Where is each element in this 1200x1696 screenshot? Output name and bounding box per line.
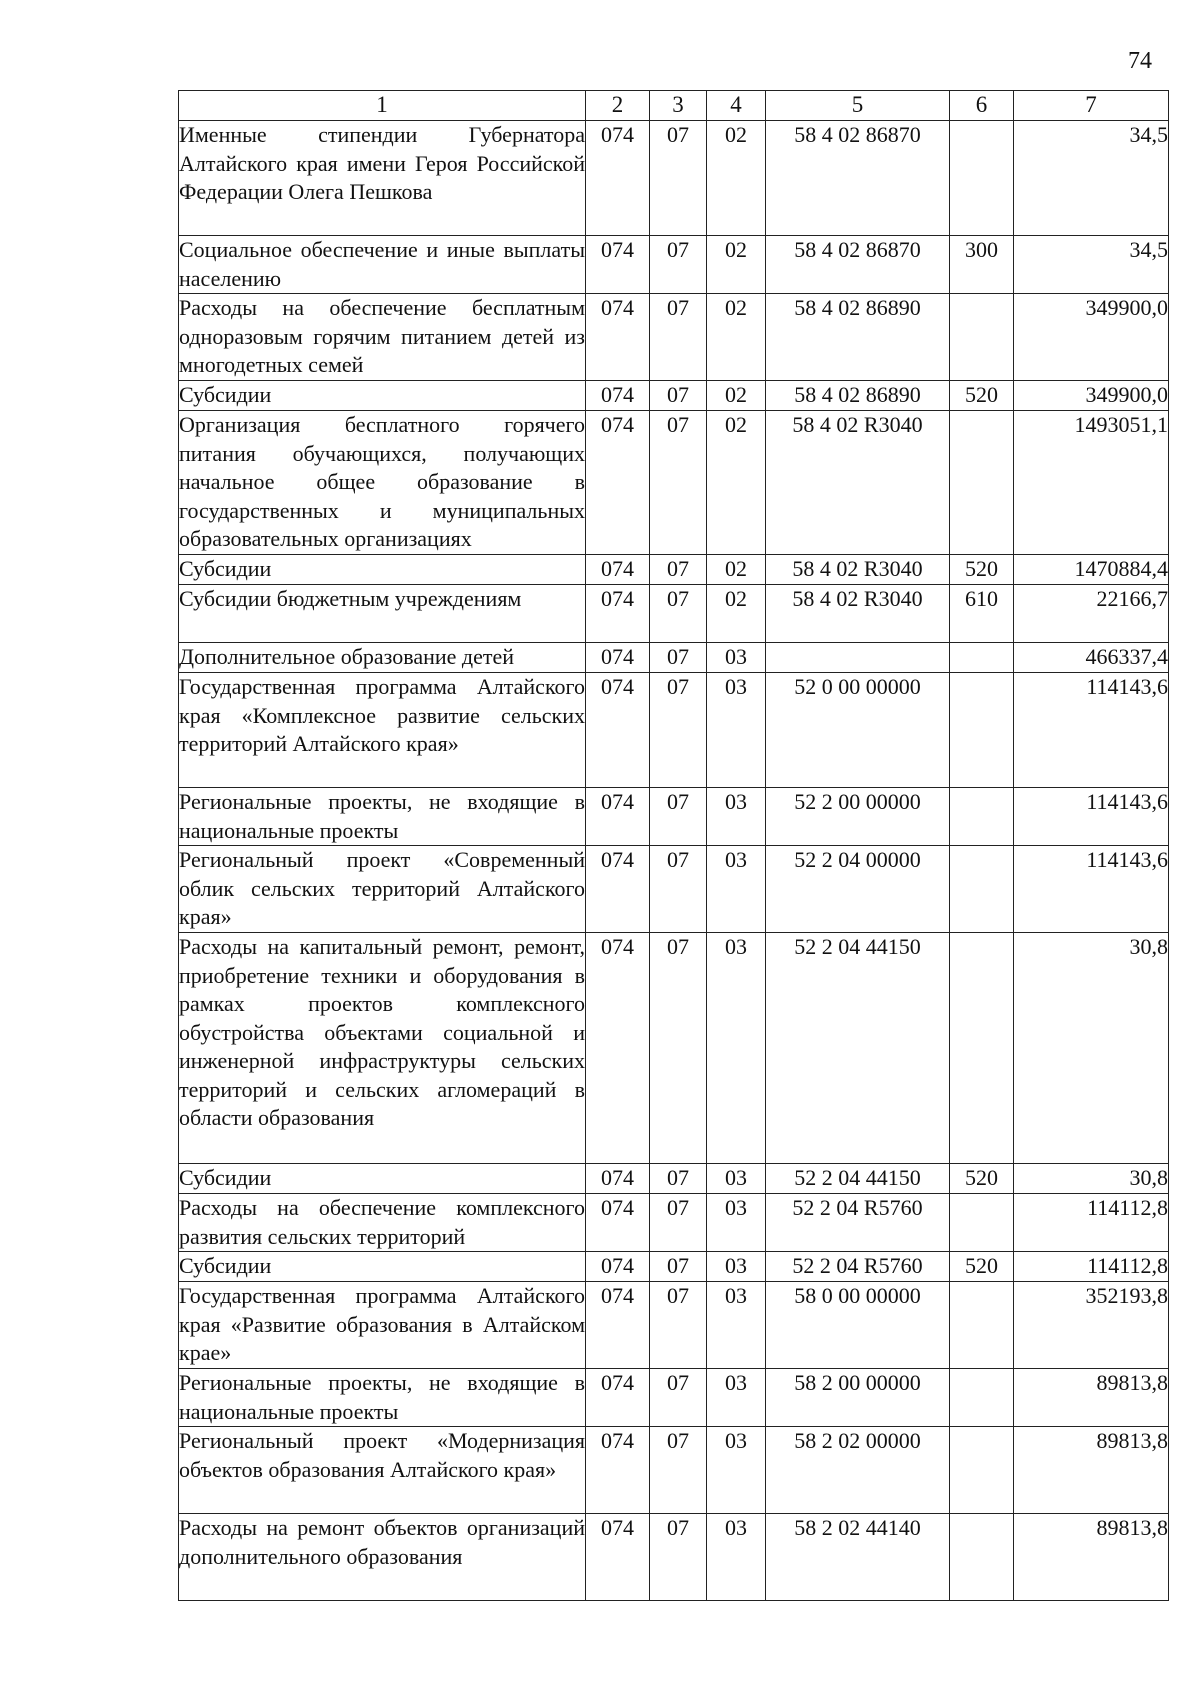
table-row (179, 555, 1169, 585)
target-article-code: 58 0 00 00000 (766, 1282, 950, 1369)
amount: 1493051,1 (1014, 411, 1169, 555)
expense-name: Субсидии (179, 1252, 586, 1282)
ministry-code: 074 (586, 1164, 650, 1194)
expense-type-code (950, 788, 1014, 846)
amount: 34,5 (1014, 236, 1169, 294)
expense-type-code: 520 (950, 1164, 1014, 1194)
subsection-code: 02 (707, 294, 766, 381)
subsection-code: 03 (707, 643, 766, 673)
header-row (179, 91, 1169, 121)
expense-type-code: 610 (950, 585, 1014, 643)
ministry-code: 074 (586, 1427, 650, 1514)
expense-name: Государственная программа Алтайского края «Комплексное развитие сельских территорий Алтайского края» (179, 673, 586, 788)
subsection-code: 03 (707, 1164, 766, 1194)
amount: 114112,8 (1014, 1252, 1169, 1282)
target-article-code: 58 4 02 86870 (766, 121, 950, 236)
ministry-code: 074 (586, 411, 650, 555)
header-cell: 5 (766, 91, 950, 121)
table-row (179, 1369, 1169, 1427)
table-row (179, 1514, 1169, 1601)
ministry-code: 074 (586, 381, 650, 411)
target-article-code: 58 2 02 44140 (766, 1514, 950, 1601)
expense-type-code (950, 933, 1014, 1164)
amount: 1470884,4 (1014, 555, 1169, 585)
section-code: 07 (650, 788, 707, 846)
target-article-code: 52 2 04 R5760 (766, 1194, 950, 1252)
amount: 114112,8 (1014, 1194, 1169, 1252)
expense-name: Расходы на ремонт объектов организаций дополнительного образования (179, 1514, 586, 1601)
section-code: 07 (650, 1514, 707, 1601)
section-code: 07 (650, 1252, 707, 1282)
subsection-code: 02 (707, 555, 766, 585)
expense-type-code (950, 1514, 1014, 1601)
ministry-code: 074 (586, 1369, 650, 1427)
expense-name: Именные стипендии Губернатора Алтайского края имени Героя Российской Федерации Олега Пешкова (179, 121, 586, 236)
page-number: 74 (1128, 48, 1152, 74)
expense-type-code (950, 1427, 1014, 1514)
expense-type-code (950, 673, 1014, 788)
ministry-code: 074 (586, 555, 650, 585)
ministry-code: 074 (586, 673, 650, 788)
header-cell: 7 (1014, 91, 1169, 121)
subsection-code: 03 (707, 1427, 766, 1514)
subsection-code: 03 (707, 1194, 766, 1252)
expense-type-code: 300 (950, 236, 1014, 294)
subsection-code: 03 (707, 933, 766, 1164)
table-row (179, 1282, 1169, 1369)
table-row (179, 585, 1169, 643)
table-row (179, 294, 1169, 381)
table-row (179, 236, 1169, 294)
section-code: 07 (650, 933, 707, 1164)
ministry-code: 074 (586, 1282, 650, 1369)
amount: 352193,8 (1014, 1282, 1169, 1369)
expense-name: Субсидии (179, 381, 586, 411)
expense-type-code (950, 1194, 1014, 1252)
expense-type-code (950, 411, 1014, 555)
ministry-code: 074 (586, 236, 650, 294)
subsection-code: 03 (707, 1369, 766, 1427)
section-code: 07 (650, 673, 707, 788)
ministry-code: 074 (586, 933, 650, 1164)
table-row (179, 1164, 1169, 1194)
subsection-code: 02 (707, 381, 766, 411)
table-row (179, 1194, 1169, 1252)
table-row (179, 411, 1169, 555)
expense-type-code: 520 (950, 1252, 1014, 1282)
section-code: 07 (650, 1282, 707, 1369)
amount: 22166,7 (1014, 585, 1169, 643)
ministry-code: 074 (586, 121, 650, 236)
target-article-code (766, 643, 950, 673)
target-article-code: 58 4 02 86890 (766, 294, 950, 381)
expense-type-code (950, 294, 1014, 381)
table-row (179, 643, 1169, 673)
expense-name: Субсидии бюджетным учреждениям (179, 585, 586, 643)
amount: 89813,8 (1014, 1427, 1169, 1514)
expense-name: Расходы на капитальный ремонт, ремонт, приобретение техники и оборудования в рамках проектов комплексного обустройства объектами социальной и инженерной инфраструктуры сельских территорий и сельских агломераций в области образования (179, 933, 586, 1164)
expense-type-code (950, 1369, 1014, 1427)
amount: 89813,8 (1014, 1514, 1169, 1601)
header-cell: 6 (950, 91, 1014, 121)
target-article-code: 52 2 04 44150 (766, 1164, 950, 1194)
amount: 114143,6 (1014, 673, 1169, 788)
expense-name: Расходы на обеспечение комплексного развития сельских территорий (179, 1194, 586, 1252)
subsection-code: 03 (707, 1514, 766, 1601)
expense-name: Региональные проекты, не входящие в национальные проекты (179, 1369, 586, 1427)
budget-table (178, 90, 1169, 1601)
section-code: 07 (650, 1427, 707, 1514)
subsection-code: 02 (707, 411, 766, 555)
target-article-code: 58 2 02 00000 (766, 1427, 950, 1514)
section-code: 07 (650, 294, 707, 381)
target-article-code: 58 4 02 R3040 (766, 585, 950, 643)
expense-type-code: 520 (950, 381, 1014, 411)
target-article-code: 58 4 02 86870 (766, 236, 950, 294)
expense-name: Дополнительное образование детей (179, 643, 586, 673)
target-article-code: 58 4 02 R3040 (766, 555, 950, 585)
subsection-code: 02 (707, 236, 766, 294)
table-row (179, 381, 1169, 411)
section-code: 07 (650, 236, 707, 294)
ministry-code: 074 (586, 294, 650, 381)
amount: 30,8 (1014, 933, 1169, 1164)
subsection-code: 02 (707, 121, 766, 236)
section-code: 07 (650, 411, 707, 555)
expense-type-code (950, 846, 1014, 933)
header-cell: 4 (707, 91, 766, 121)
subsection-code: 03 (707, 1252, 766, 1282)
target-article-code: 58 4 02 R3040 (766, 411, 950, 555)
target-article-code: 58 4 02 86890 (766, 381, 950, 411)
subsection-code: 02 (707, 585, 766, 643)
table-row (179, 121, 1169, 236)
section-code: 07 (650, 846, 707, 933)
ministry-code: 074 (586, 846, 650, 933)
table-row (179, 788, 1169, 846)
amount: 466337,4 (1014, 643, 1169, 673)
target-article-code: 52 2 00 00000 (766, 788, 950, 846)
expense-name: Региональный проект «Модернизация объектов образования Алтайского края» (179, 1427, 586, 1514)
table-row (179, 846, 1169, 933)
expense-name: Государственная программа Алтайского края «Развитие образования в Алтайском крае» (179, 1282, 586, 1369)
section-code: 07 (650, 1369, 707, 1427)
amount: 34,5 (1014, 121, 1169, 236)
expense-type-code (950, 1282, 1014, 1369)
table-row (179, 1427, 1169, 1514)
expense-name: Социальное обеспечение и иные выплаты населению (179, 236, 586, 294)
table-row (179, 673, 1169, 788)
amount: 349900,0 (1014, 381, 1169, 411)
subsection-code: 03 (707, 673, 766, 788)
amount: 349900,0 (1014, 294, 1169, 381)
target-article-code: 52 2 04 44150 (766, 933, 950, 1164)
target-article-code: 52 0 00 00000 (766, 673, 950, 788)
amount: 89813,8 (1014, 1369, 1169, 1427)
ministry-code: 074 (586, 788, 650, 846)
expense-name: Региональные проекты, не входящие в национальные проекты (179, 788, 586, 846)
expense-name: Субсидии (179, 555, 586, 585)
header-cell: 2 (586, 91, 650, 121)
target-article-code: 52 2 04 00000 (766, 846, 950, 933)
expense-name: Расходы на обеспечение бесплатным одноразовым горячим питанием детей из многодетных семей (179, 294, 586, 381)
ministry-code: 074 (586, 1252, 650, 1282)
expense-type-code: 520 (950, 555, 1014, 585)
subsection-code: 03 (707, 1282, 766, 1369)
section-code: 07 (650, 1194, 707, 1252)
target-article-code: 58 2 00 00000 (766, 1369, 950, 1427)
section-code: 07 (650, 555, 707, 585)
table-row (179, 933, 1169, 1164)
section-code: 07 (650, 381, 707, 411)
ministry-code: 074 (586, 643, 650, 673)
expense-name: Субсидии (179, 1164, 586, 1194)
expense-name: Региональный проект «Современный облик сельских территорий Алтайского края» (179, 846, 586, 933)
subsection-code: 03 (707, 788, 766, 846)
expense-type-code (950, 121, 1014, 236)
expense-type-code (950, 643, 1014, 673)
amount: 114143,6 (1014, 788, 1169, 846)
subsection-code: 03 (707, 846, 766, 933)
table-row (179, 1252, 1169, 1282)
header-cell: 3 (650, 91, 707, 121)
section-code: 07 (650, 1164, 707, 1194)
amount: 30,8 (1014, 1164, 1169, 1194)
section-code: 07 (650, 121, 707, 236)
section-code: 07 (650, 643, 707, 673)
section-code: 07 (650, 585, 707, 643)
ministry-code: 074 (586, 585, 650, 643)
target-article-code: 52 2 04 R5760 (766, 1252, 950, 1282)
ministry-code: 074 (586, 1194, 650, 1252)
expense-name: Организация бесплатного горячего питания обучающихся, получающих начальное общее образование в государственных и муниципальных образовательных организациях (179, 411, 586, 555)
header-cell: 1 (179, 91, 586, 121)
ministry-code: 074 (586, 1514, 650, 1601)
amount: 114143,6 (1014, 846, 1169, 933)
